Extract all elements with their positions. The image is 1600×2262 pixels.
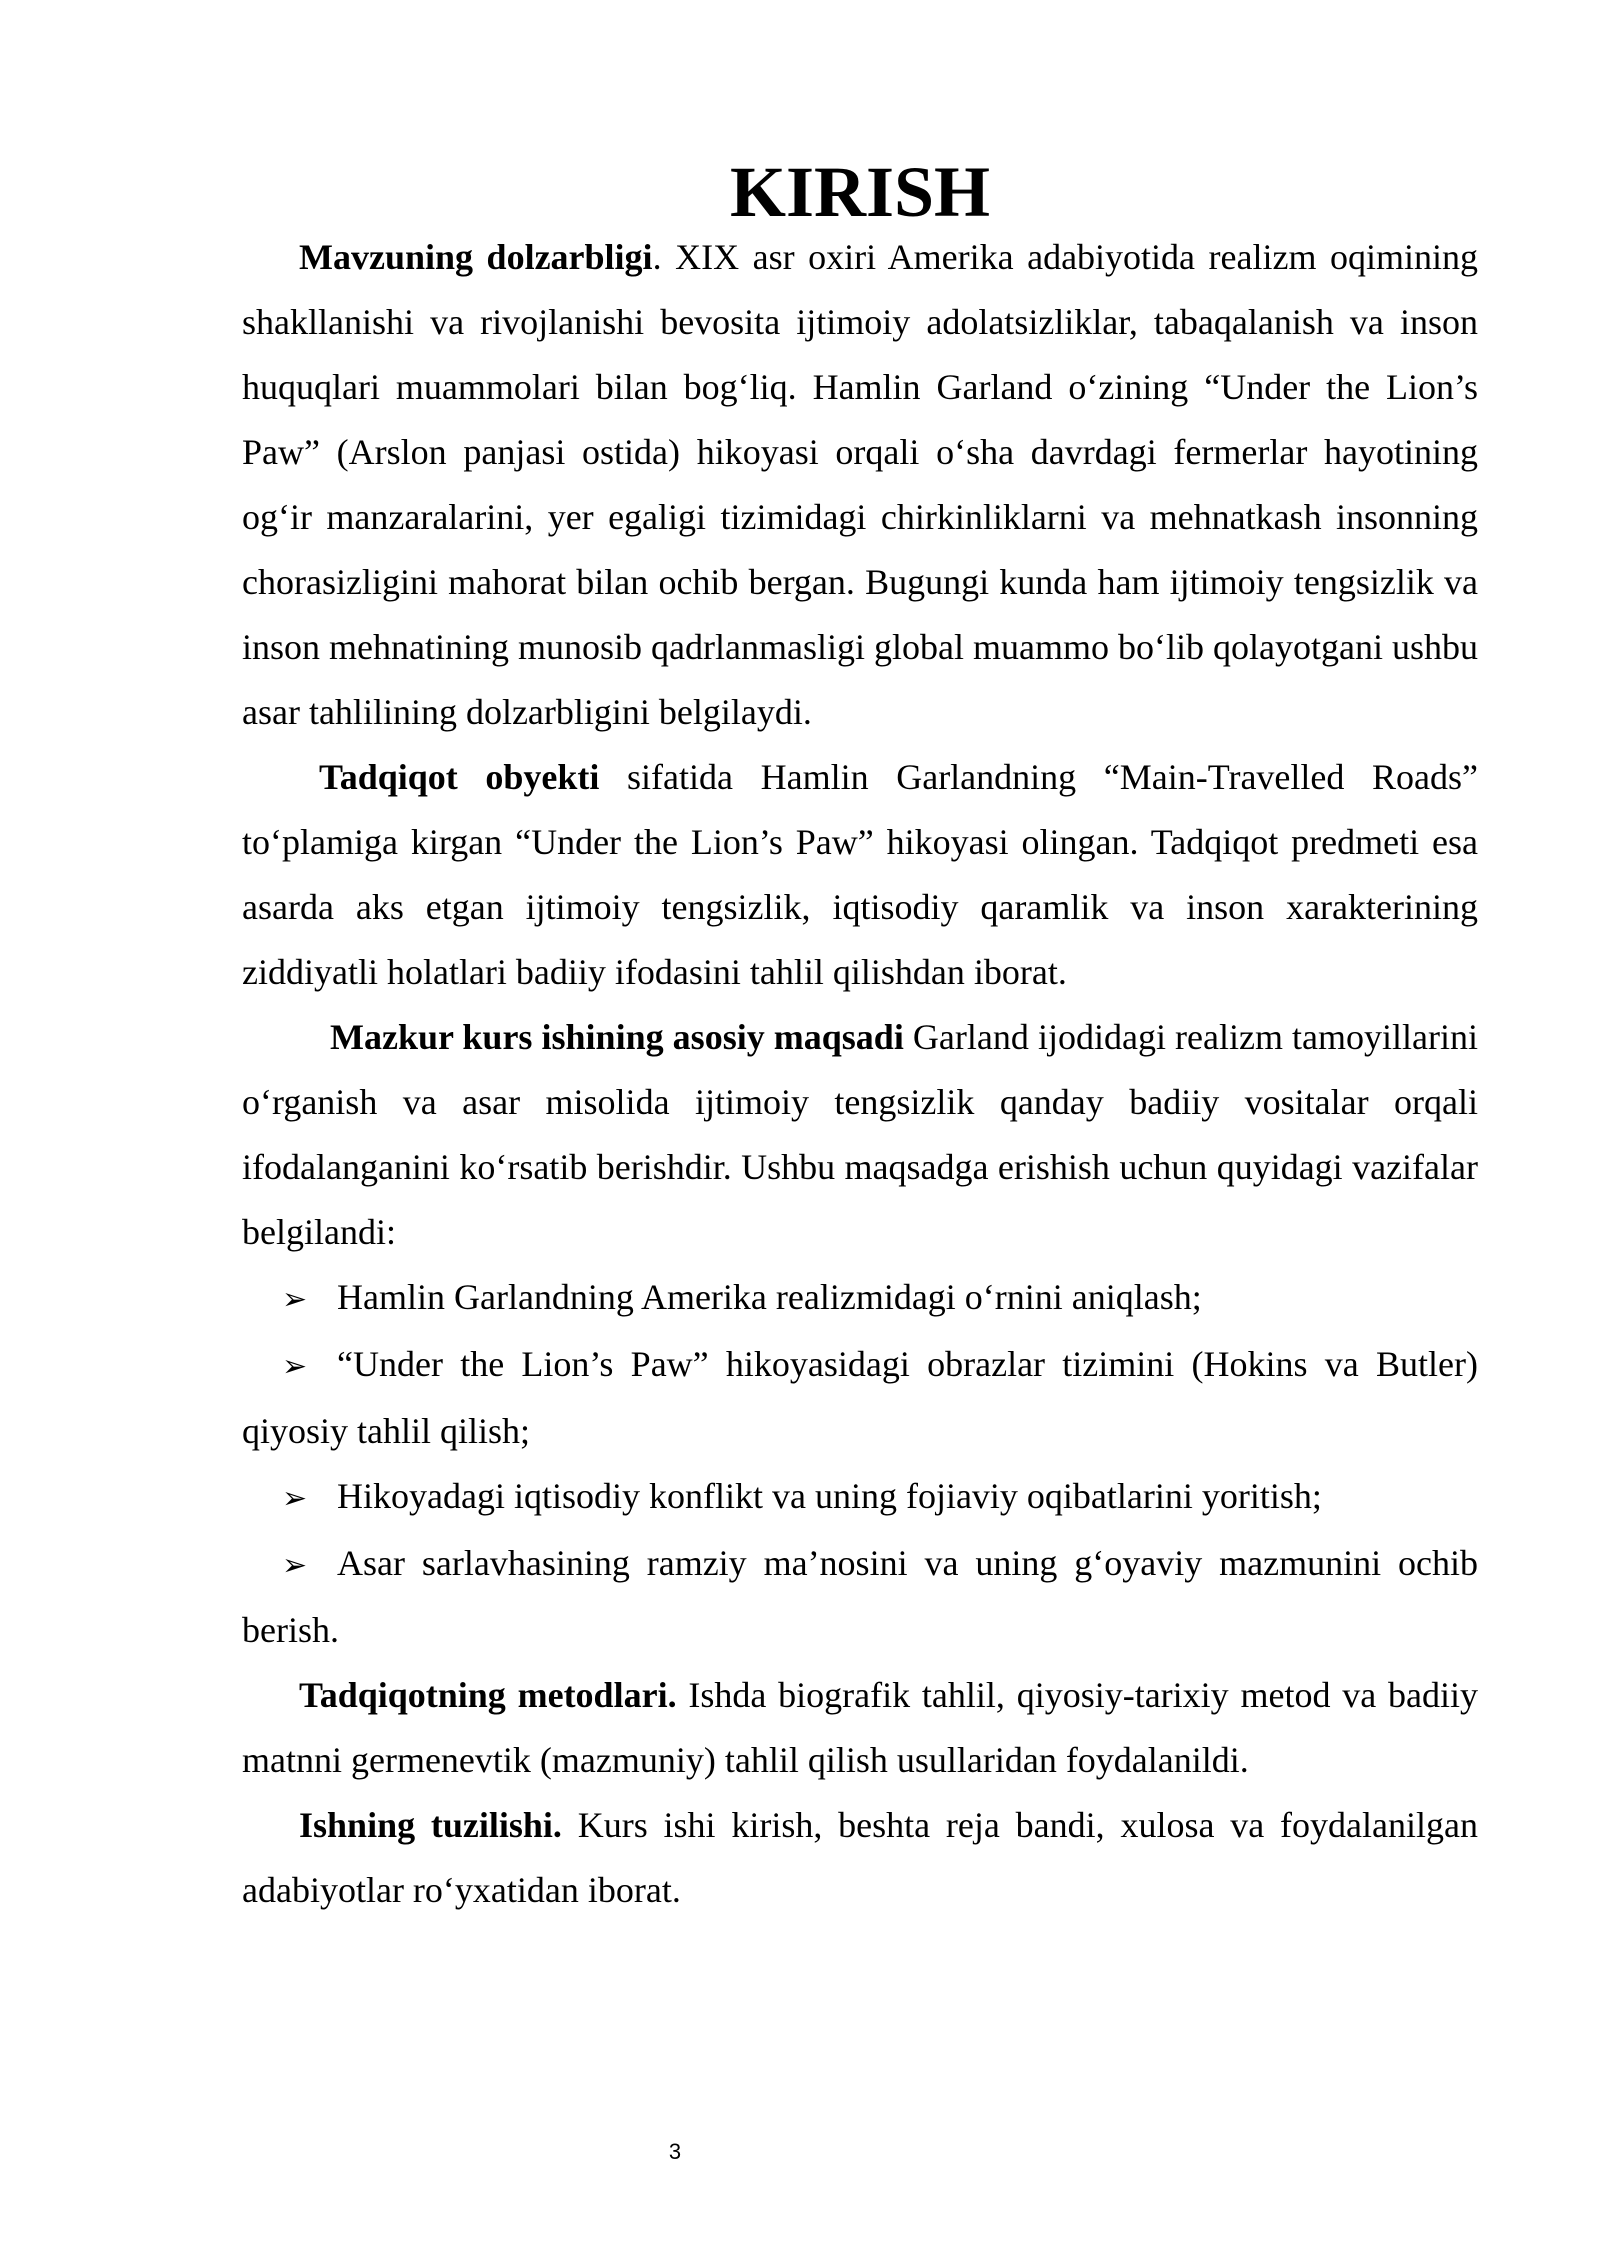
paragraph-text: Garland ijodidagi realizm tamoyillarini o‘rganish va asar misolida ijtimoiy tengsizlik qanday badiiy vositalar orqali ifodalanganini ko‘rsatib berishdir. Ushbu maqsadga erishish uchun quyidagi vazifalar belgilandi: — [242, 1017, 1478, 1252]
page-content — [242, 152, 1479, 1923]
paragraph-structure — [242, 1793, 1478, 1923]
arrow-bullet-icon: ➢ — [282, 1481, 308, 1516]
paragraph-lead: Mavzuning dolzarbligi — [299, 237, 653, 277]
paragraph-text: Ishda biografik tahlil, qiyosiy-tarixiy metod va badiiy matnni germenevtik (mazmuniy) tahlil qilish usullaridan foydalanildi. — [242, 1675, 1479, 1780]
paragraph-lead: Tadqiqot obyekti — [319, 757, 600, 797]
paragraph-text: . XIX asr oxiri Amerika adabiyotida realizm oqimining shakllanishi va rivojlanishi bevosita ijtimoiy adolatsizliklar, tabaqalanish va inson huquqlari muammolari bilan bog‘liq. Hamlin Garland o‘zining “Under the Lion’s Paw” (Arslon panjasi ostida) hikoyasi orqali o‘sha davrdagi fermerlar hayotining og‘ir manzaralarini, yer egaligi tizimidagi chirkinliklarni va mehnatkash insonning chorasizligini mahorat bilan ochib bergan. Bugungi kunda ham ijtimoiy tengsizlik va inson mehnatining munosib qadrlanmasligi global muammo bo‘lib qolayotgani ushbu asar tahlilining dolzarbligini belgilaydi. — [242, 237, 1479, 732]
arrow-bullet-icon: ➢ — [282, 1548, 308, 1583]
page-number: 3 — [668, 2139, 682, 2164]
section-heading: KIRISH — [729, 152, 991, 232]
paragraph-lead: Mazkur kurs ishining asosiy maqsadi — [330, 1017, 904, 1057]
arrow-bullet-icon: ➢ — [282, 1282, 308, 1317]
task-list-item — [242, 1531, 1478, 1663]
task-text: Asar sarlavhasining ramziy ma’nosini va uning g‘oyaviy mazmunini ochib berish. — [242, 1543, 1478, 1650]
paragraph-text: sifatida Hamlin Garlandning “Main-Travelled Roads” to‘plamiga kirgan “Under the Lion’s Paw” hikoyasi olingan. Tadqiqot predmeti esa asarda aks etgan ijtimoiy tengsizlik, iqtisodiy qaramlik va inson xarakterining ziddiyatli holatlari badiiy ifodasini tahlil qilishdan iborat. — [242, 757, 1478, 992]
paragraph-relevance — [242, 225, 1478, 745]
task-text: Hamlin Garlandning Amerika realizmidagi o‘rnini aniqlash; — [337, 1277, 1202, 1317]
task-list-item — [242, 1265, 1478, 1332]
task-list-item — [242, 1332, 1478, 1464]
task-text: Hikoyadagi iqtisodiy konflikt va uning fojiaviy oqibatlarini yoritish; — [337, 1476, 1322, 1516]
task-text: “Under the Lion’s Paw” hikoyasidagi obrazlar tizimini (Hokins va Butler) qiyosiy tahlil qilish; — [242, 1344, 1478, 1451]
paragraph-object — [242, 745, 1478, 1005]
paragraph-text: Kurs ishi kirish, beshta reja bandi, xulosa va foydalanilgan adabiyotlar ro‘yxatidan iborat. — [242, 1805, 1478, 1910]
paragraph-lead: Tadqiqotning metodlari. — [299, 1675, 677, 1715]
paragraph-goal — [242, 1005, 1478, 1265]
paragraph-lead: Ishning tuzilishi. — [299, 1805, 562, 1845]
task-list-item — [242, 1464, 1478, 1531]
arrow-bullet-icon: ➢ — [282, 1349, 308, 1384]
paragraph-methods — [242, 1663, 1478, 1793]
